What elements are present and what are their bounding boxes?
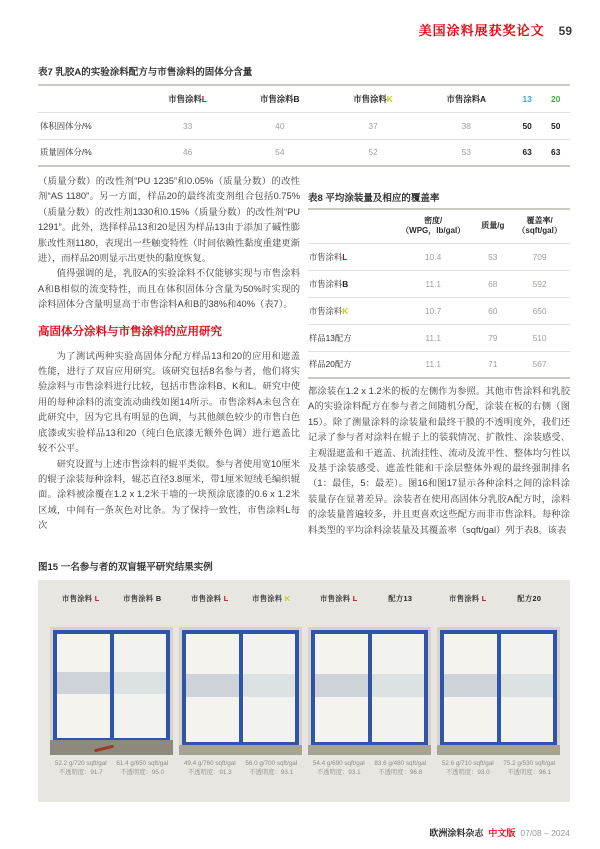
table7-row xyxy=(38,112,570,139)
table8-cell: 60 xyxy=(476,297,509,324)
table8-cell: 11.1 xyxy=(390,324,476,351)
table8-col-header: 密度/ （WPG，lb/gal） xyxy=(401,216,466,236)
table7-col-header: 市售涂料L xyxy=(168,93,207,104)
edition-label: 中文版 xyxy=(488,828,516,838)
issue-date: 07/08 – 2024 xyxy=(520,828,570,838)
table8-row-label: 市售涂料K xyxy=(308,297,390,324)
paragraph: 为了测试两种实验高固体分配方样品13和20的应用和遮盖性能，进行了双盲应用研究。该研究包括8名参与者，他们将实验涂料与市售涂料进行比较，包括市售涂料B、K和L。研究中使用的每种涂料的流变流动曲线如图14所示。市售涂料A未包含在此研究中，因为它具有明显的色调，与其他颜色较少的市售白色底漆或实验样品13和20（纯白色底漆无额外色调）进行遮盖比较不公平。 xyxy=(38,350,300,454)
taped-wall-area xyxy=(440,630,557,746)
table8-row-label: 市售涂料L xyxy=(309,251,348,262)
table7-col-header: 市售涂料A xyxy=(446,93,487,104)
wall-photo xyxy=(308,627,431,755)
body-column-right xyxy=(308,384,570,538)
table7-cell: 33 xyxy=(142,112,233,139)
table8-cell: 592 xyxy=(509,270,570,297)
painted-panel-left xyxy=(57,634,110,738)
section-title: 美国涂料展获奖论文 xyxy=(418,23,545,38)
table7-cell: 50 xyxy=(541,112,570,139)
paragraph: 都涂装在1.2 x 1.2米的板的左侧作为参照。其他市售涂料和乳胶A的实验涂料配方在参与者之间随机分配，涂装在板的右侧（图15）。除了测量涂料的涂装量和最终干膜的不透明度外，我们还记录了参与者对涂料在辊子上的装载情况、扩散性、涂装感受、主观湿遮盖和干遮盖、抗流挂性、流动及流平性、整体均匀性以及基于涂装感受、遮盖性能和干涂层整体外观的最终强制排名（1：最佳，5：最差）。图16和图17显示各种涂料之间的涂料涂装量存在显著差异。涂装者在使用高固体分乳胶A配方时，涂料的涂装量普遍较多，并且更喜欢这些配方而非市售涂料。每种涂料类型的平均涂料涂装量及其覆盖率（sqft/gal）列于表8。该表 xyxy=(308,386,570,535)
table8-cell: 709 xyxy=(532,251,547,262)
table8-row-label: 样品20配方 xyxy=(308,351,390,378)
table7 xyxy=(38,84,570,167)
section-heading: 高固体分涂料与市售涂料的应用研究 xyxy=(38,325,222,338)
page-header xyxy=(419,20,572,39)
table8-cell: 53 xyxy=(488,251,498,262)
table8-cell: 11.1 xyxy=(390,270,476,297)
table8-cell: 10.7 xyxy=(390,297,476,324)
table8-cell: 71 xyxy=(476,351,509,378)
taped-wall-area xyxy=(53,630,170,742)
floor-strip xyxy=(308,745,431,755)
wall-photo xyxy=(437,627,560,755)
table8-row xyxy=(308,324,570,351)
stat-right: 75.2 g/530 sqft/gal 不透明度：96.1 xyxy=(503,760,556,776)
table7-caption: 表7 乳胶A的实验涂料配方与市售涂料的固体分含量 xyxy=(38,67,253,78)
painted-panel-left xyxy=(315,634,368,742)
paragraph: 值得强调的是，乳胶A的实验涂料不仅能够实现与市售涂料A和B相似的流变特性，而且在体积固体分含量为50%时实现的涂料固体分含量明显高于市售涂料A和B的38%和40%（表7）。 xyxy=(38,268,300,310)
table7-col-header: 20 xyxy=(551,93,561,104)
table7-col-header: 市售涂料K xyxy=(353,93,393,104)
table7-cell: 37 xyxy=(326,112,419,139)
figure15-panels-row xyxy=(50,594,560,777)
paragraph: （质量分数）的改性剂“PU 1235”和0.05%（质量分数）的改性剂“AS 1180”。另一方面，样品20的最终流变剂组合包括0.75%（质量分数）的改性剂1330和0.15%（质量分数）的改性剂“PU 1291”。此外，选择样品13和20是因为样品13由于添加了碱性膨胀改性剂1180，表现出一些触变特性（时间依赖性黏度重建更渐进），而样品20则显示出更快的黏度恢复。 xyxy=(38,176,300,264)
table8-row xyxy=(308,270,570,297)
taped-wall-area xyxy=(182,630,299,746)
stat-left: 54.4 g/690 sqft/gal 不透明度：93.1 xyxy=(312,760,365,776)
table8-cell: 510 xyxy=(509,324,570,351)
table8-cell: 567 xyxy=(509,351,570,378)
table7-cell: 38 xyxy=(420,112,513,139)
floor-strip xyxy=(437,745,560,755)
table8-cell: 10.4 xyxy=(425,251,442,262)
paint-label-right: 市售涂料 B xyxy=(123,594,162,603)
table8-row-label: 市售涂料B xyxy=(308,270,390,297)
paint-label-right: 市售涂料 K xyxy=(252,594,291,603)
table8-row-label: 样品13配方 xyxy=(308,324,390,351)
table7-row-label: 体积固体分/% xyxy=(38,112,142,139)
table7-cell: 63 xyxy=(513,139,542,166)
table8-cell: 79 xyxy=(476,324,509,351)
table7-cell: 40 xyxy=(233,112,326,139)
stat-right: 56.0 g/700 sqft/gal 不透明度：93.1 xyxy=(245,760,298,776)
painted-panel-right xyxy=(372,634,425,742)
figure-panel-1 xyxy=(50,594,173,777)
table7-cell: 50 xyxy=(513,112,542,139)
table8-col-header: 覆盖率/ （sqft/gal） xyxy=(517,216,562,236)
table7-cell: 46 xyxy=(142,139,233,166)
paint-label-left: 市售涂料 L xyxy=(62,594,100,603)
table7-cell: 54 xyxy=(233,139,326,166)
journal-name: 欧洲涂料杂志 xyxy=(429,828,484,838)
painted-panel-right xyxy=(114,634,167,738)
paragraph: 研究设置与上述市售涂料的辊平类似。参与者使用宽10厘米的辊子涂装每种涂料，辊芯直径3.8厘米，带1厘米短绒毛编织辊面。涂料被涂覆在1.2 x 1.2米干墙的一块预涂底漆的0.6 x 1.2米区域，中间有一条灰色对比条。为了保持一致性，市售涂料L每次 xyxy=(38,458,300,531)
page-number: 59 xyxy=(558,24,572,38)
stat-left: 52.6 g/710 sqft/gal 不透明度：93.0 xyxy=(441,760,494,776)
table8-row xyxy=(308,297,570,324)
painted-panel-right xyxy=(501,634,554,742)
body-column-left xyxy=(38,174,300,534)
table8-row xyxy=(308,243,570,270)
table7-cell: 53 xyxy=(420,139,513,166)
stat-right: 61.4 g/650 sqft/gal 不透明度：95.0 xyxy=(116,760,169,776)
paint-label-left: 市售涂料 L xyxy=(449,594,487,603)
table8-corner-cell xyxy=(308,209,390,243)
table7-row xyxy=(38,139,570,166)
table8-row xyxy=(308,351,570,378)
painted-panel-right xyxy=(243,634,296,742)
table7-cell: 52 xyxy=(326,139,419,166)
table8-cell: 11.1 xyxy=(390,351,476,378)
stat-left: 49.4 g/760 sqft/gal 不透明度：91.3 xyxy=(183,760,236,776)
page-footer xyxy=(429,826,570,839)
figure15-caption: 图15 一名参与者的双盲辊平研究结果实例 xyxy=(38,562,213,573)
table8-header-row xyxy=(308,209,570,243)
floor-strip xyxy=(50,740,173,755)
floor-strip xyxy=(179,745,302,755)
paint-label-right: 配方13 xyxy=(388,594,413,603)
painted-panel-left xyxy=(444,634,497,742)
table7-col-header: 13 xyxy=(522,93,532,104)
table8-cell: 650 xyxy=(509,297,570,324)
table7-cell: 63 xyxy=(541,139,570,166)
figure15 xyxy=(38,580,570,802)
figure-panel-3 xyxy=(308,594,431,777)
stat-right: 83.6 g/480 sqft/gal 不透明度：96.8 xyxy=(374,760,427,776)
painted-panel-left xyxy=(186,634,239,742)
table7-header-row xyxy=(38,85,570,112)
table7-corner-cell xyxy=(38,85,142,112)
figure-panel-2 xyxy=(179,594,302,777)
table8 xyxy=(308,208,570,379)
taped-wall-area xyxy=(311,630,428,746)
paint-label-right: 配方20 xyxy=(517,594,542,603)
table8-caption: 表8 平均涂装量及相应的覆盖率 xyxy=(308,193,440,204)
paint-streak xyxy=(94,745,114,753)
table8-cell: 68 xyxy=(476,270,509,297)
table7-row-label: 质量固体分/% xyxy=(38,139,142,166)
table8-col-header: 质量/g xyxy=(481,221,505,231)
paint-label-left: 市售涂料 L xyxy=(320,594,358,603)
wall-photo xyxy=(179,627,302,755)
stat-left: 52.2 g/720 sqft/gal 不透明度：91.7 xyxy=(54,760,107,776)
table7-col-header: 市售涂料B xyxy=(260,93,300,104)
figure-panel-4 xyxy=(437,594,560,777)
wall-photo xyxy=(50,627,173,755)
paint-label-left: 市售涂料 L xyxy=(191,594,229,603)
